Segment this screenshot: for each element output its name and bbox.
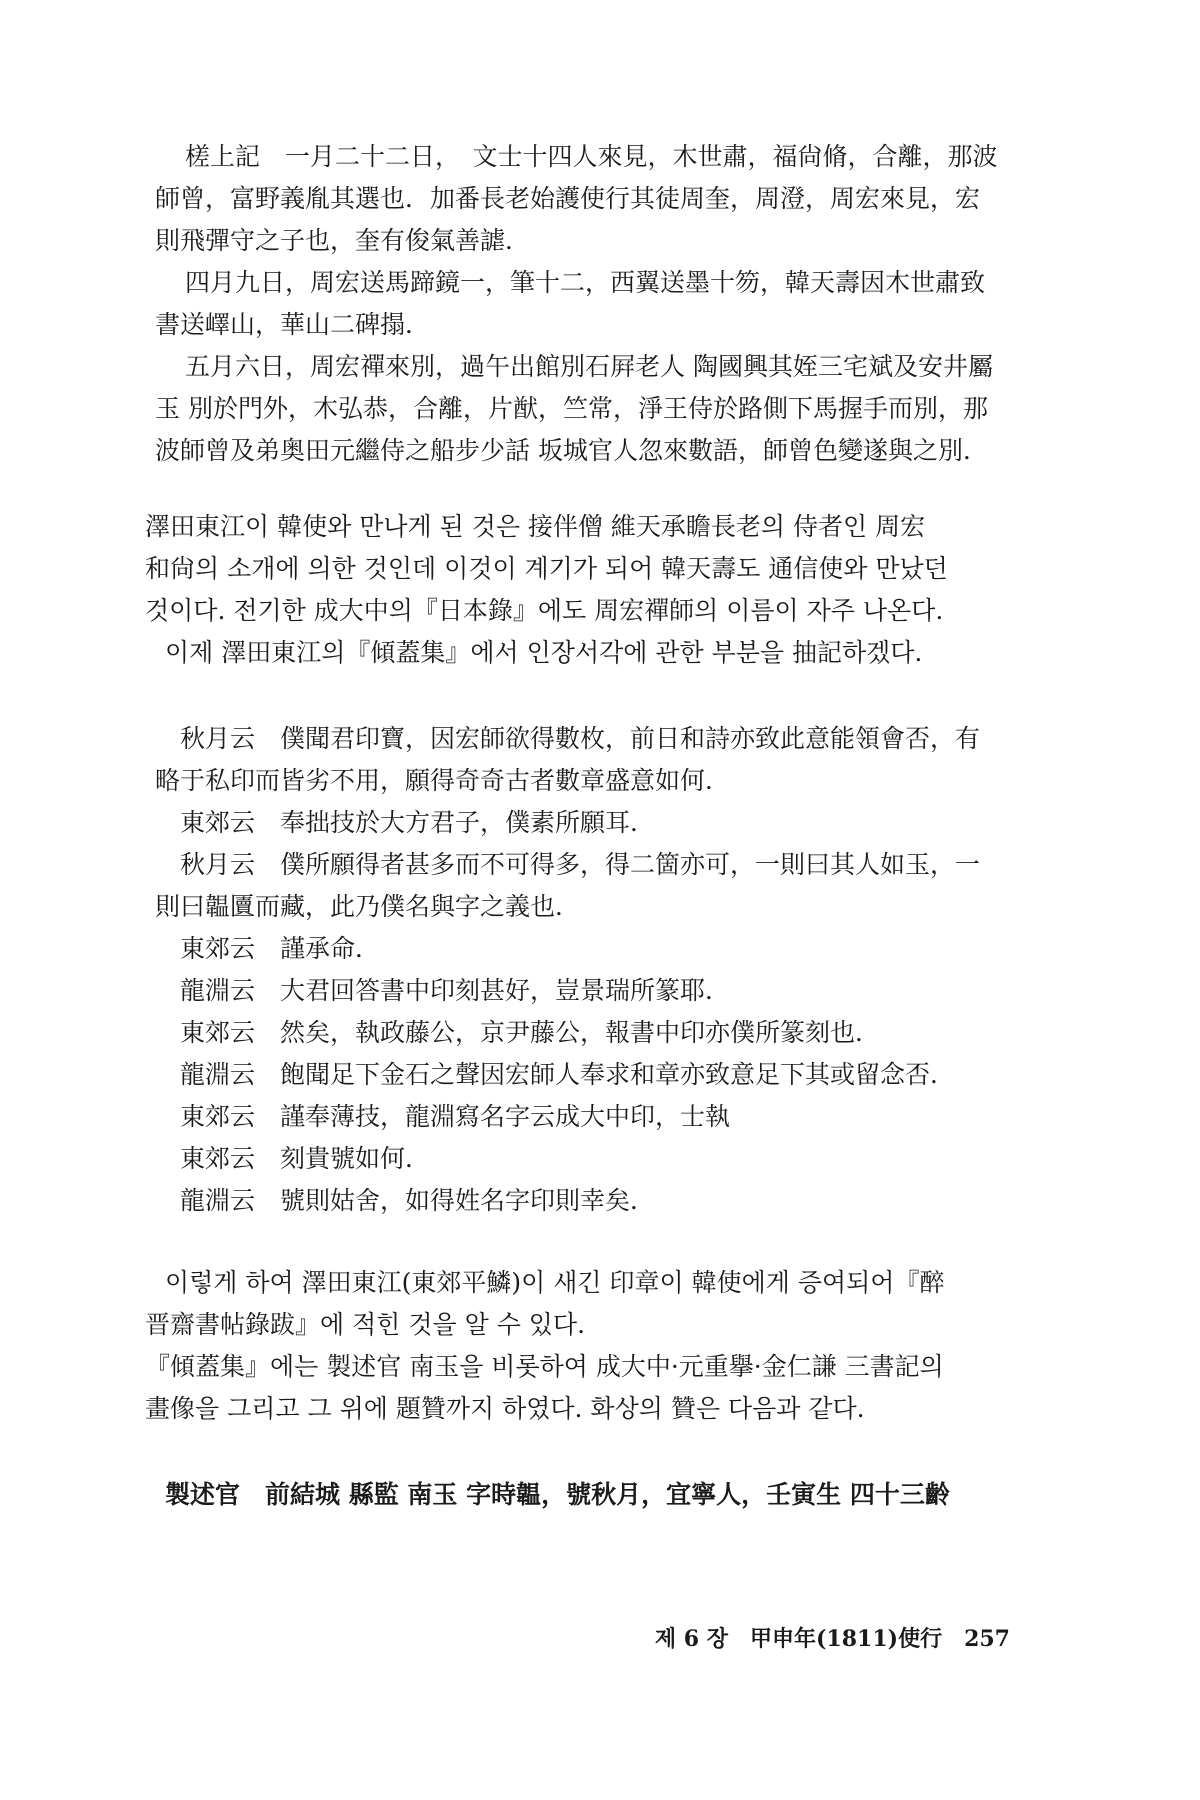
text-line: 師曾，富野義胤其選也．加番長老始護使行其徒周奎，周澄，周宏來見，宏 xyxy=(155,184,981,213)
page-footer: 제 6 장 甲申年(1811)使行 257 xyxy=(654,1626,1010,1652)
dialogue-line: 東郊云 然矣，執政藤公，京尹藤公，報書中印亦僕所篆刻也． xyxy=(180,1018,881,1047)
text-line: 玉 別於門外，木弘恭，合離，片猷，竺常，淨王侍於路側下馬握手而別，那 xyxy=(155,394,988,423)
text-line: 畫像을 그리고 그 위에 題贊까지 하였다. 화상의 贊은 다음과 같다. xyxy=(145,1394,865,1423)
text-line: 이제 澤田東江의『傾蓋集』에서 인장서각에 관한 부분을 抽記하겠다. xyxy=(165,638,923,667)
text-line: 槎上記 一月二十二日， 文士十四人來見，木世肅，福尙脩，合離，那波 xyxy=(185,142,998,171)
dialogue-line: 略于私印而皆劣不用，願得奇奇古者數章盛意如何． xyxy=(155,766,731,795)
text-line: 則飛彈守之子也，奎有俊氣善謔． xyxy=(155,226,531,255)
dialogue-line: 東郊云 謹承命． xyxy=(180,934,381,963)
text-line: 書送嶧山，華山二碑搨． xyxy=(155,310,431,339)
dialogue-line: 則曰韞匵而藏，此乃僕名與字之義也． xyxy=(155,892,581,921)
text-line: 和尙의 소개에 의한 것인데 이것이 계기가 되어 韓天壽도 通信使와 만났던 xyxy=(145,554,948,583)
dialogue-line: 秋月云 僕所願得者甚多而不可得多，得二箇亦可，一則曰其人如玉，一 xyxy=(180,850,981,879)
text-line: 波師曾及弟奥田元繼侍之船步少話 坂城官人忽來數語，師曾色變遂與之別． xyxy=(155,436,988,465)
text-line: 五月六日，周宏禪來別，過午出館別石屛老人 陶國興其姪三宅斌及安井屬 xyxy=(185,352,993,381)
text-line: 것이다. 전기한 成大中의『日本錄』에도 周宏禪師의 이름이 자주 나온다. xyxy=(145,596,944,625)
text-line: 四月九日，周宏送馬蹄鏡一，筆十二，西翼送墨十笏，韓天壽因木世肅致 xyxy=(185,268,986,297)
portrait-caption: 製述官 前結城 縣監 南玉 字時韞，號秋月，宜寧人，壬寅生 四十三齡 xyxy=(165,1480,950,1509)
dialogue-line: 東郊云 謹奉薄技，龍淵寫名字云成大中印，士執 xyxy=(180,1102,731,1131)
text-line: 澤田東江이 韓使와 만나게 된 것은 接伴僧 維天承瞻長老의 侍者인 周宏 xyxy=(145,512,926,541)
dialogue-line: 秋月云 僕聞君印寶，因宏師欲得數枚，前日和詩亦致此意能領會否，有 xyxy=(180,724,981,753)
dialogue-line: 龍淵云 大君回答書中印刻甚好，豈景瑞所篆耶． xyxy=(180,976,731,1005)
dialogue-line: 龍淵云 飽聞足下金石之聲因宏師人奉求和章亦致意足下其或留念否． xyxy=(180,1060,956,1089)
dialogue-line: 東郊云 刻貴號如何． xyxy=(180,1144,431,1173)
text-line: 이렇게 하여 澤田東江(東郊平鱗)이 새긴 印章이 韓使에게 증여되어『醉 xyxy=(165,1268,945,1297)
text-line: 『傾蓋集』에는 製述官 南玉을 비롯하여 成大中·元重擧·金仁謙 三書記의 xyxy=(145,1352,944,1381)
dialogue-line: 東郊云 奉拙技於大方君子，僕素所願耳． xyxy=(180,808,656,837)
text-line: 晋齋書帖錄跋』에 적힌 것을 알 수 있다. xyxy=(145,1310,586,1339)
dialogue-line: 龍淵云 號則姑舍，如得姓名字印則幸矣． xyxy=(180,1186,656,1215)
